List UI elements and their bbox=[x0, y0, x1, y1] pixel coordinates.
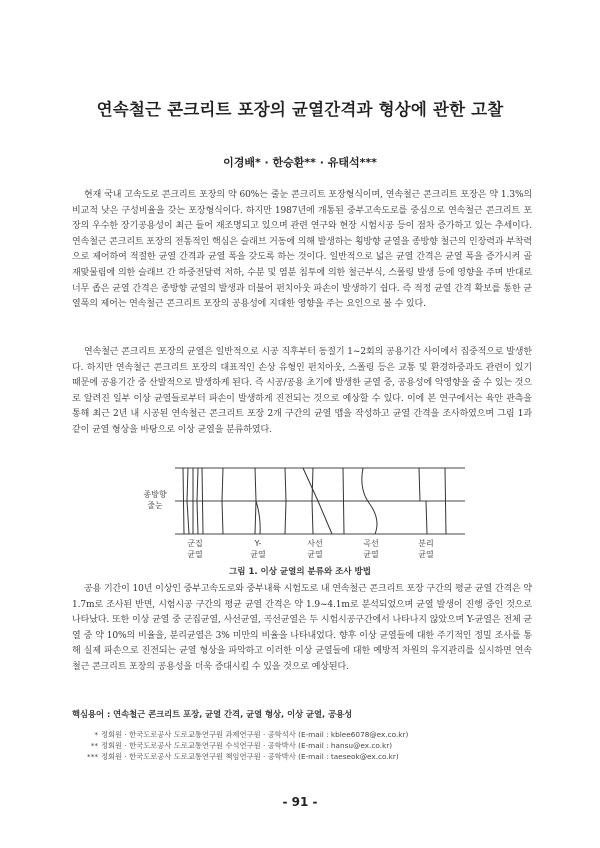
crack-classification-figure bbox=[135, 461, 470, 561]
crack-type-label: 균열 bbox=[363, 550, 379, 559]
body-paragraph-1: 현재 국내 고속도로 콘크리트 포장의 약 60%는 줄눈 콘크리트 포장형식이며, 연속철근 콘크리트 포장은 약 1.3%의 비교적 낮은 구성비율을 갖는 포장형식이다. 하지만 1987년에 개통된 중부고속도로를 중심으로 연속철근 콘크리트 포장의 우수한 장기공용성이 최근 들어 재조명되고 있으며 관련 연구와 현장 시험시공 등이 점차 증가하고 있는 추세이다. 연속철근 콘크리트 포장의 전통적인 핵심은 슬래브 거동에 의해 발생하는 횡방향 균열을 종방향 철근의 인장력과 부착력으로 제어하여 적절한 균열 간격과 균열 폭을 갖도록 하는 것이다. 일반적으로 넓은 균열 간격은 균열 폭을 증가시켜 골재맞물림에 의한 슬래브 간 하중전달력 저하, 수분 및 염분 침투에 의한 철근부식, 스폴링 발생 등에 영향을 주며 반대로 너무 좁은 균열 간격은 종방향 균열의 발생과 더불어 펀치아웃 파손이 발생하기 쉽다. 즉 적정 균열 간격 확보를 통한 균열폭의 제어는 연속철근 콘크리트 포장의 공용성에 지대한 영향을 주는 요인으로 볼 수 있다. bbox=[72, 190, 532, 310]
axis-label-line1: 종방향 bbox=[143, 490, 167, 499]
axis-label-line2: 줄눈 bbox=[147, 501, 163, 510]
body-paragraph-2: 연속철근 콘크리트 포장의 균열은 일반적으로 시공 직후부터 동절기 1~2회의 공용기간 사이에서 집중적으로 발생한다. 하지만 연속철근 콘크리트 포장의 대표적인 손상 유형인 펀치아웃, 스폴링 등은 교통 및 환경하중과도 관련이 있기 때문에 공용기간 중 산발적으로 발생하게 된다. 즉 시공/공용 초기에 발생한 균열 중, 공용성에 악영향을 줄 수 있는 것으로 알려진 일부 이상 균열들로부터 파손이 발생하게 진전되는 것으로 예상할 수 있다. 이에 본 연구에서는 육안 관측을 통해 최근 2년 내 시공된 연속철근 콘크리트 포장 2개 구간의 균열 맵을 작성하고 균열 간격을 조사하였으며 그림 1과 같이 균열 형상을 바탕으로 이상 균열을 분류하였다. bbox=[72, 347, 532, 435]
crack-type-label: 균열 bbox=[250, 550, 266, 559]
crack-type-label: 분리 bbox=[418, 539, 434, 548]
figure-caption: 그림 1. 이상 균열의 분류와 조사 방법 bbox=[229, 567, 371, 577]
crack-type-label: 사선 bbox=[307, 539, 323, 548]
body-paragraph-3: 공용 기간이 10년 이상인 중부고속도로와 중부내륙 시험도로 내 연속철근 콘크리트 포장 구간의 평균 균열 간격은 약 1.7m로 조사된 반면, 시험시공 구간의 평균 균열 간격은 약 1.9~4.1m로 분석되었으며 균열 발생이 진행 중인 것으로 나타났다. 또한 이상 균열 중 군집균열, 사선균열, 곡선균열은 두 시험시공구간에서 나타나지 않았으며 Y-균열은 전체 균열 중 약 10%의 비율을, 분리균열은 3% 미만의 비율을 나타내었다. 향후 이상 균열들에 대한 주기적인 정밀 조사를 통해 실제 파손으로 진전되는 균열 형상을 파악하고 이러한 이상 균열들에 대한 예방적 차원의 유지관리를 실시하면 연속철근 콘크리트 포장의 공용성을 더욱 증대시킬 수 있을 것으로 예상된다. bbox=[72, 584, 532, 672]
paper-title: 연속철근 콘크리트 포장의 균열간격과 형상에 관한 고찰 bbox=[96, 100, 504, 119]
crack-type-label: Y- bbox=[254, 539, 262, 548]
crack-line bbox=[256, 501, 260, 534]
crack-line bbox=[343, 468, 344, 534]
footnote-2: ** 정회원 · 한국도로공사 도로교통연구원 수석연구원 · 공학박사 (E-mail : hansu@ex.co.kr) bbox=[90, 741, 393, 750]
footnote-3: *** 정회원 · 한국도로공사 도로교통연구원 책임연구원 · 공학박사 (E-mail : taeseok@ex.co.kr) bbox=[87, 752, 399, 761]
crack-type-label: 군집 bbox=[187, 539, 203, 548]
crack-line bbox=[202, 468, 203, 534]
crack-type-label: 균열 bbox=[187, 550, 203, 559]
keywords: 핵심용어 : 연속철근 콘크리트 포장, 균열 간격, 균열 형상, 이상 균열, 공용성 bbox=[72, 709, 353, 719]
crack-type-label: 균열 bbox=[418, 550, 434, 559]
footnote-1: * 정회원 · 한국도로공사 도로교통연구원 과제연구원 · 공학석사 (E-mail : kblee6078@ex.co.kr) bbox=[94, 730, 409, 739]
footnotes bbox=[72, 729, 542, 762]
crack-line bbox=[445, 468, 446, 534]
crack-line bbox=[183, 468, 184, 534]
author-list: 이경배* · 한승환** · 유태석*** bbox=[223, 156, 377, 169]
crack-line bbox=[419, 468, 420, 501]
crack-type-label: 곡선 bbox=[363, 539, 379, 548]
crack-line bbox=[426, 501, 427, 534]
page-number: - 91 - bbox=[282, 795, 318, 809]
crack-type-label: 균열 bbox=[307, 550, 323, 559]
